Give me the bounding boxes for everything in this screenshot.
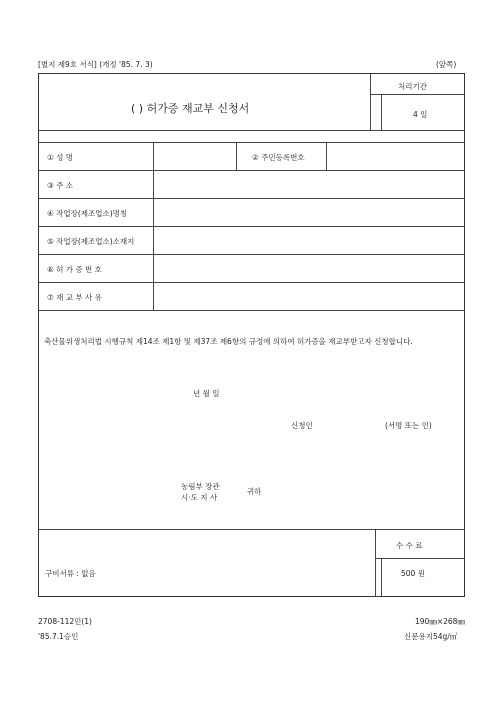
workplace-location-label: ⑤ 작업장(제조업소)소재지 [47, 237, 135, 246]
addressee-minister: 농림부 장관 [181, 482, 220, 491]
processing-period-value: 4 일 [413, 110, 428, 119]
required-documents: 구비서류 : 없음 [45, 569, 96, 578]
fee-value: 500 원 [401, 569, 425, 578]
fee-label: 수 수 료 [396, 541, 423, 550]
resident-number-field[interactable] [327, 143, 464, 170]
page-side-label: (앞쪽) [436, 60, 457, 69]
name-field[interactable] [154, 143, 235, 170]
paper-size: 190㎜×268㎜ [415, 617, 465, 626]
reissue-reason-label: ⑦ 재 교 부 사 유 [47, 293, 102, 302]
reissue-reason-field[interactable] [154, 283, 464, 310]
resident-number-label: ② 주민등록번호 [252, 153, 305, 162]
name-label: ① 성 명 [47, 153, 73, 162]
form-title: ( ) 허가증 재교부 신청서 [131, 102, 250, 115]
honorific: 귀하 [247, 487, 262, 496]
processing-period-label: 처리기간 [398, 82, 427, 91]
application-date: 년 월 일 [193, 389, 220, 398]
form-code: 2708-112민(1) [38, 617, 92, 626]
workplace-location-field[interactable] [154, 227, 464, 254]
address-label: ③ 주 소 [47, 181, 73, 190]
application-statement: 축산물위생처리법 시행규칙 제14조 제1항 및 제37조 제6항의 규정에 의하여 허가증을 재교부받고자 신청합니다. [44, 337, 413, 346]
workplace-name-label: ④ 작업장(제조업소)명칭 [47, 209, 128, 218]
approval-date: '85.7.1승인 [38, 632, 79, 641]
paper-type: 신문용지54g/㎡ [404, 632, 458, 641]
form-reference: [별지 제9호 서식] (개정 '85. 7. 3) [38, 60, 153, 69]
applicant-label: 신청인 [291, 421, 313, 430]
addressee-governor: 시·도 지 사 [181, 493, 218, 502]
permit-number-label: ⑥ 허 가 증 번 호 [47, 265, 102, 274]
signature-note: (서명 또는 인) [385, 421, 432, 430]
workplace-name-field[interactable] [154, 199, 464, 226]
permit-number-field[interactable] [154, 255, 464, 282]
address-field[interactable] [154, 171, 464, 198]
